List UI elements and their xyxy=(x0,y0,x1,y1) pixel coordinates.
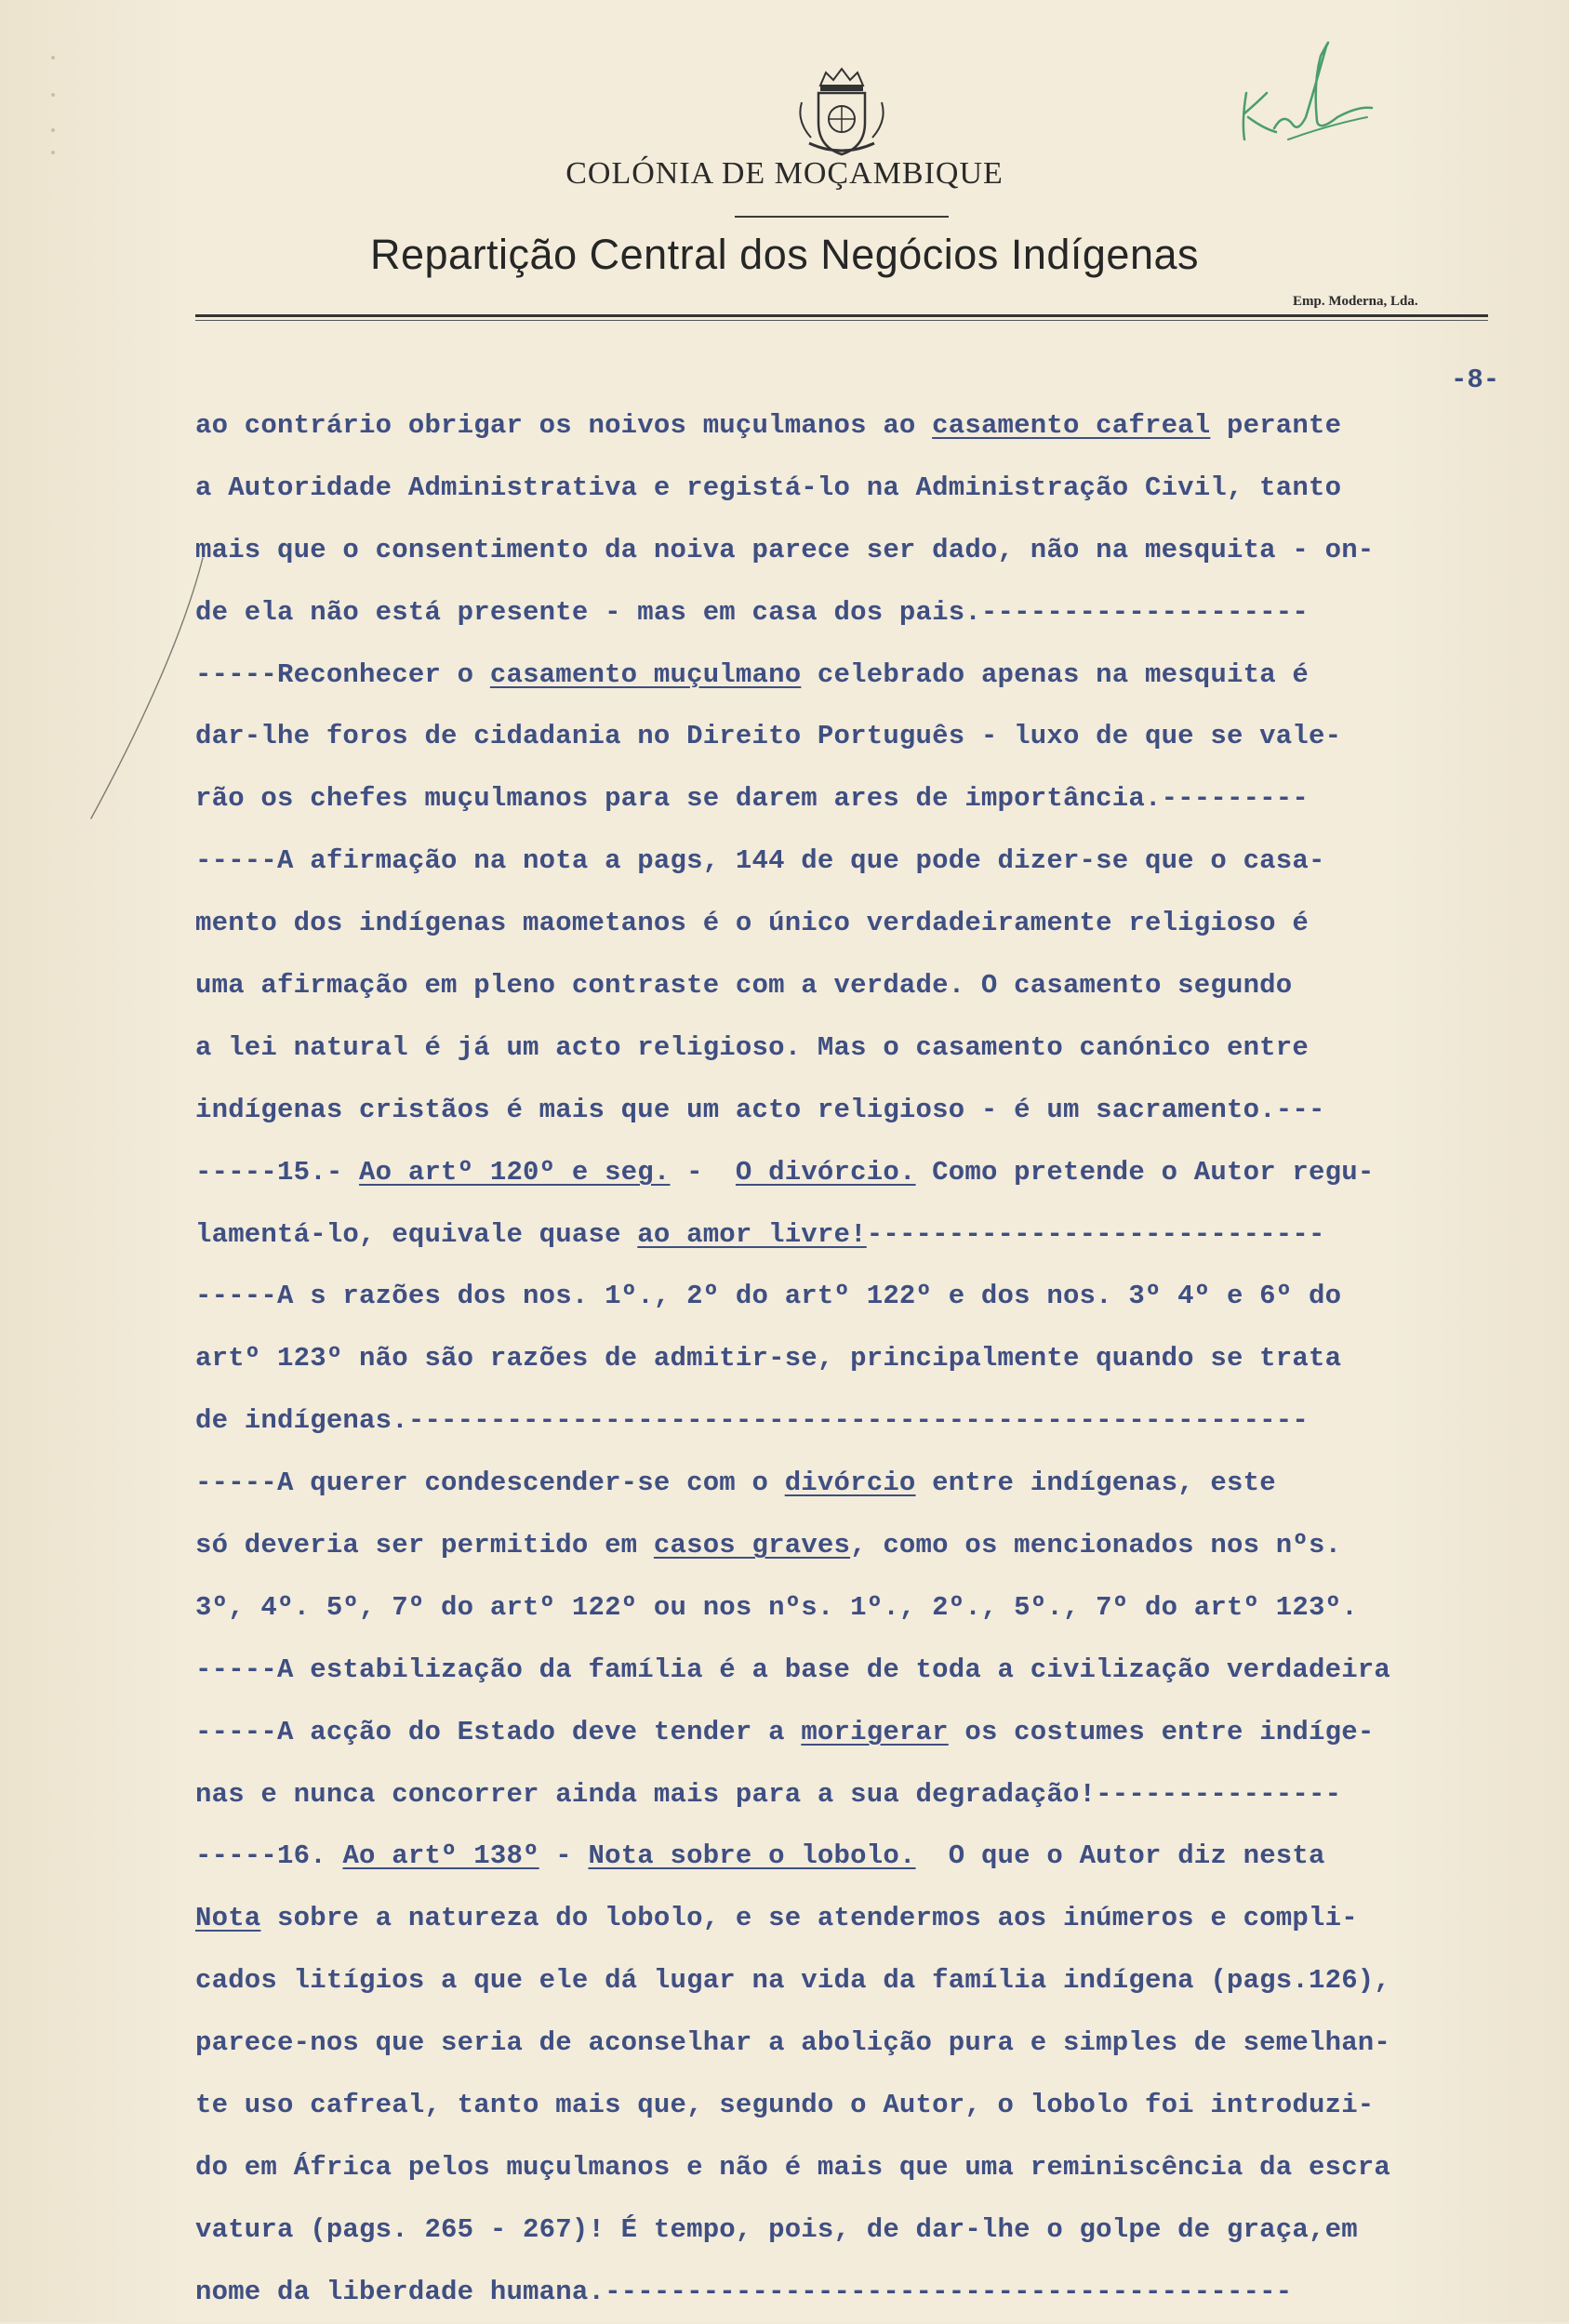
text-segment: Como pretende o Autor regu- xyxy=(915,1156,1375,1188)
underlined-phrase: morigerar xyxy=(801,1716,949,1747)
text-line xyxy=(195,2137,1553,2199)
text-segment: cados litígios a que ele dá lugar na vida da família indígena (pags.126), xyxy=(195,1965,1391,1997)
text-segment: -----A querer condescender-se com o xyxy=(195,1467,785,1499)
binder-holes xyxy=(51,46,70,158)
text-segment: artº 123º não são razões de admitir-se, principalmente quando se trata xyxy=(195,1343,1342,1374)
text-segment: -----A s razões dos nos. 1º., 2º do artº 122º e dos nos. 3º 4º e 6º do xyxy=(195,1281,1342,1312)
text-line xyxy=(195,1453,1553,1515)
page-number: -8- xyxy=(1451,365,1500,395)
text-segment: , como os mencionados nos nºs. xyxy=(850,1530,1342,1561)
underlined-phrase: casamento muçulmano xyxy=(489,658,802,690)
text-segment: ao contrário obrigar os noivos muçulmanos ao xyxy=(195,410,933,441)
text-segment: 3º, 4º. 5º, 7º do artº 122º ou nos nºs. 1º., 2º., 5º., 7º do artº 123º. xyxy=(195,1591,1358,1623)
underlined-phrase: Ao artº 120º e seg. xyxy=(359,1156,671,1188)
text-line xyxy=(195,2262,1553,2324)
text-line xyxy=(195,582,1553,644)
text-segment: lamentá-lo, equivale quase xyxy=(195,1218,638,1250)
text-line xyxy=(195,1080,1553,1142)
text-segment: mais que o consentimento da noiva parece ser dado, não na mesquita - on- xyxy=(195,534,1375,565)
text-segment: parece-nos que seria de aconselhar a abolição pura e simples de semelhan- xyxy=(195,2027,1391,2059)
text-line xyxy=(195,1950,1553,2012)
underlined-phrase: casamento cafreal xyxy=(932,410,1211,441)
text-segment: a Autoridade Administrativa e registá-lo na Administração Civil, tanto xyxy=(195,471,1342,503)
text-line xyxy=(195,955,1553,1017)
text-line xyxy=(195,520,1553,582)
text-line xyxy=(195,1515,1553,1577)
underlined-phrase: O divórcio. xyxy=(735,1156,916,1188)
text-segment: -----15.- xyxy=(195,1156,360,1188)
text-segment: dar-lhe foros de cidadania no Direito Português - luxo de que se vale- xyxy=(195,721,1342,752)
underlined-phrase: divórcio xyxy=(784,1467,916,1499)
text-segment: - xyxy=(539,1840,589,1872)
text-segment: de indígenas.------------------------------------------------------- xyxy=(195,1405,1309,1437)
text-segment: só deveria ser permitido em xyxy=(195,1530,654,1561)
margin-pencil-stroke xyxy=(74,549,214,828)
text-line xyxy=(195,644,1553,707)
text-line xyxy=(195,2075,1553,2137)
text-segment: -----A afirmação na nota a pags, 144 de que pode dizer-se que o casa- xyxy=(195,845,1325,877)
underlined-phrase: Ao artº 138º xyxy=(342,1840,539,1872)
typewritten-body xyxy=(195,395,1553,2324)
letterhead-divider-short xyxy=(735,216,949,218)
text-line xyxy=(195,2012,1553,2075)
text-segment: O que o Autor diz nesta xyxy=(915,1840,1325,1872)
text-line xyxy=(195,1826,1553,1888)
underlined-phrase: Nota xyxy=(195,1903,261,1934)
text-segment: os costumes entre indíge- xyxy=(948,1716,1375,1747)
text-segment: -----A acção do Estado deve tender a xyxy=(195,1716,802,1747)
text-segment: nome da liberdade humana.------------------------------------------ xyxy=(195,2276,1293,2307)
text-segment: uma afirmação em pleno contraste com a verdade. O casamento segundo xyxy=(195,970,1293,1002)
text-line xyxy=(195,1390,1553,1453)
text-line xyxy=(195,1702,1553,1764)
text-segment: - xyxy=(670,1156,736,1188)
printer-credit: Emp. Moderna, Lda. xyxy=(1293,294,1418,309)
text-line xyxy=(195,1577,1553,1640)
text-line xyxy=(195,1888,1553,1950)
text-segment: sobre a natureza do lobolo, e se atendermos aos inúmeros e compli- xyxy=(260,1903,1358,1934)
letterhead-colony-name: COLÓNIA DE MOÇAMBIQUE xyxy=(565,156,1004,191)
text-segment: vatura (pags. 265 - 267)! É tempo, pois, de dar-lhe o golpe de graça,em xyxy=(195,2213,1358,2245)
underlined-phrase: casos graves xyxy=(653,1530,851,1561)
text-segment: nas e nunca concorrer ainda mais para a sua degradação!--------------- xyxy=(195,1778,1342,1810)
handwritten-initials-mark xyxy=(1209,28,1376,158)
letterhead-rule-thick xyxy=(195,314,1488,317)
text-segment: te uso cafreal, tanto mais que, segundo o Autor, o lobolo foi introduzi- xyxy=(195,2090,1375,2121)
text-line xyxy=(195,830,1553,893)
text-segment: de ela não está presente - mas em casa dos pais.-------------------- xyxy=(195,596,1309,628)
text-line xyxy=(195,1640,1553,1702)
text-segment: mento dos indígenas maometanos é o único verdadeiramente religioso é xyxy=(195,908,1309,939)
text-line xyxy=(195,1142,1553,1204)
text-segment: a lei natural é já um acto religioso. Mas o casamento canónico entre xyxy=(195,1031,1309,1063)
text-line xyxy=(195,706,1553,768)
text-segment: -----A estabilização da família é a base de toda a civilização verdadeira xyxy=(195,1653,1391,1685)
text-line xyxy=(195,395,1553,458)
text-line xyxy=(195,1017,1553,1080)
text-segment: ---------------------------- xyxy=(866,1218,1325,1250)
underlined-phrase: Nota sobre o lobolo. xyxy=(588,1840,916,1872)
text-line xyxy=(195,458,1553,520)
text-segment: perante xyxy=(1210,410,1342,441)
text-segment: indígenas cristãos é mais que um acto religioso - é um sacramento.--- xyxy=(195,1094,1325,1125)
text-line xyxy=(195,893,1553,955)
letterhead-department-name: Repartição Central dos Negócios Indígenas xyxy=(369,231,1199,278)
text-segment: do em África pelos muçulmanos e não é mais que uma reminiscência da escra xyxy=(195,2151,1391,2183)
letterhead-rule-thin xyxy=(195,320,1488,321)
text-line xyxy=(195,1204,1553,1267)
text-segment: entre indígenas, este xyxy=(915,1467,1276,1499)
text-segment: rão os chefes muçulmanos para se darem ares de importância.--------- xyxy=(195,783,1309,815)
text-line xyxy=(195,768,1553,830)
text-segment: -----Reconhecer o xyxy=(195,658,490,690)
text-segment: celebrado apenas na mesquita é xyxy=(801,658,1310,690)
text-line xyxy=(195,1764,1553,1826)
text-line xyxy=(195,1266,1553,1328)
text-segment: -----16. xyxy=(195,1840,343,1872)
underlined-phrase: ao amor livre! xyxy=(637,1218,867,1250)
coat-of-arms-icon xyxy=(791,65,893,158)
text-line xyxy=(195,2199,1553,2262)
text-line xyxy=(195,1328,1553,1390)
